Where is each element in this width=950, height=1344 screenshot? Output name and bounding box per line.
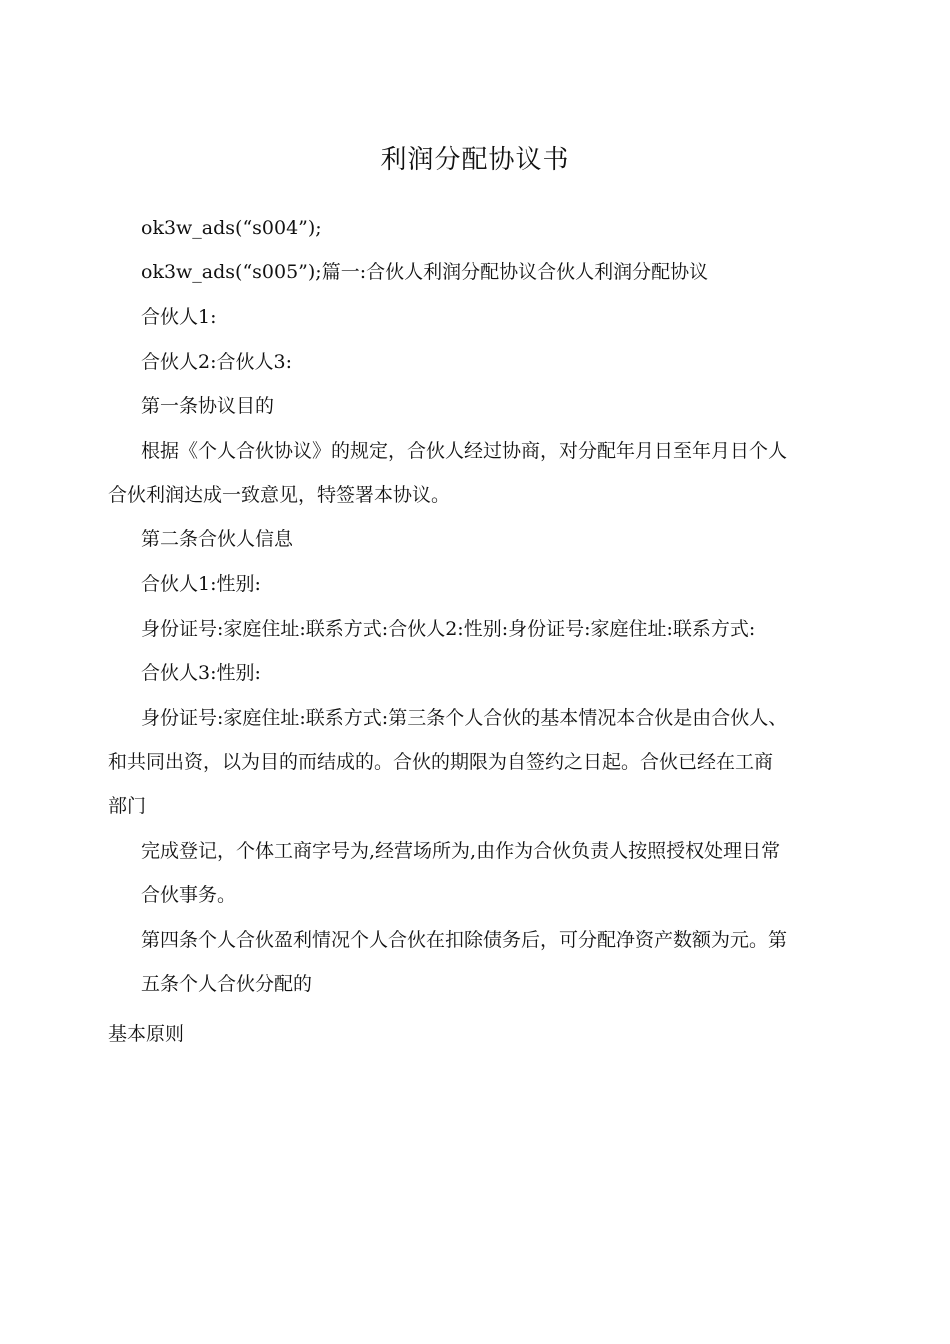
document-title: 利润分配协议书 xyxy=(380,145,570,175)
article-3-text-3: 部门 xyxy=(108,795,147,817)
ad-code-line-2: ok3w_ads(“s005”);篇一:合伙人利润分配协议合伙人利润分配协议 xyxy=(141,261,709,283)
article-3-text-1: 身份证号:家庭住址:联系方式:第三条个人合伙的基本情况本合伙是由合伙人、 xyxy=(141,707,788,729)
article-1-text-2: 合伙利润达成一致意见，特签署本协议。 xyxy=(108,484,451,506)
registration-text-2: 合伙事务。 xyxy=(141,884,237,906)
basic-principles-heading: 基本原则 xyxy=(108,1023,185,1045)
article-1-text-1: 根据《个人合伙协议》的规定，合伙人经过协商，对分配年月日至年月日个人 xyxy=(141,440,788,462)
partner-2-3-line: 合伙人2:合伙人3: xyxy=(141,351,292,373)
partner-id-info: 身份证号:家庭住址:联系方式:合伙人2:性别:身份证号:家庭住址:联系方式: xyxy=(141,618,756,640)
registration-text-1: 完成登记，个体工商字号为,经营场所为,由作为合伙负责人按照授权处理日常 xyxy=(141,840,781,862)
partner-1-info: 合伙人1:性别: xyxy=(141,573,261,595)
article-4-text-1: 第四条个人合伙盈利情况个人合伙在扣除债务后，可分配净资产数额为元。第 xyxy=(141,929,788,951)
ad-code-line-1: ok3w_ads(“s004”); xyxy=(141,217,322,239)
partner-3-info: 合伙人3:性别: xyxy=(141,662,261,684)
partner-1-line: 合伙人1: xyxy=(141,306,217,328)
article-2-heading: 第二条合伙人信息 xyxy=(141,528,294,550)
article-1-heading: 第一条协议目的 xyxy=(141,395,275,417)
article-4-text-2: 五条个人合伙分配的 xyxy=(141,973,313,995)
article-3-text-2: 和共同出资，以为目的而结成的。合伙的期限为自签约之日起。合伙已经在工商 xyxy=(108,751,774,773)
